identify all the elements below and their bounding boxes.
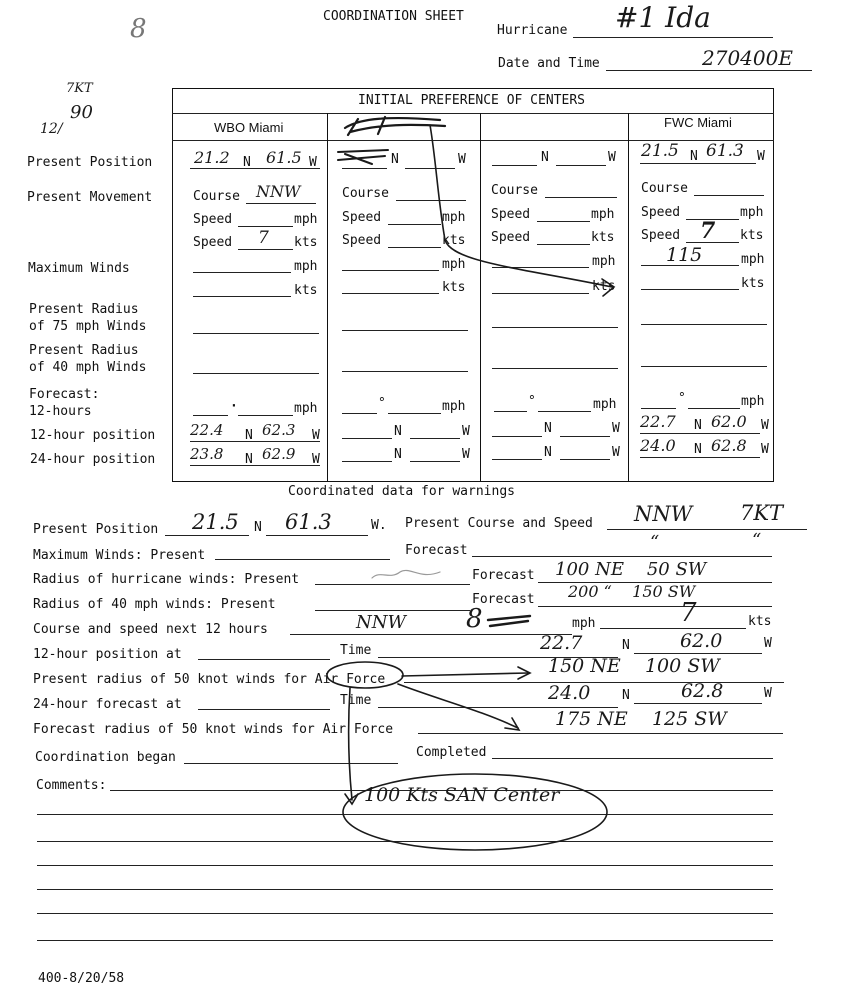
row-radius40-a: Present Radius	[29, 343, 139, 358]
datetime-value: 270400E	[702, 46, 793, 70]
n-label: N	[394, 424, 402, 439]
forecast-label: Forecast	[472, 568, 535, 583]
deg-label: °	[528, 394, 536, 409]
speed-label: Speed	[491, 230, 531, 245]
n-label: N	[394, 447, 402, 462]
kts-label: kts	[294, 283, 318, 298]
kts-label: kts	[748, 614, 772, 629]
kts-label: kts	[740, 228, 764, 243]
coord-forecast24-label: 24-hour forecast at	[33, 697, 182, 712]
wbo-pos12-lon: 62.3	[262, 421, 296, 439]
n-label: N	[690, 149, 698, 164]
col-fwc-miami: FWC Miami	[664, 115, 732, 130]
coord-max-winds-label: Maximum Winds: Present	[33, 548, 206, 563]
coord-course-speed-label: Present Course and Speed	[405, 516, 593, 531]
row-pos12: 12-hour position	[30, 428, 156, 443]
speed-label: Speed	[491, 207, 531, 222]
coord-radius50-present-value: 150 NE 100 SW	[548, 655, 720, 677]
coord-radius-hurricane-label: Radius of hurricane winds: Present	[33, 572, 300, 587]
n-label: N	[622, 638, 630, 653]
n-label: N	[541, 150, 549, 165]
coord-present-lat: 21.5	[192, 510, 239, 534]
w-label: W	[757, 149, 765, 164]
fwc-speed-kts: 7	[700, 218, 716, 244]
w-label: W	[764, 636, 772, 651]
wbo-pos24-lat: 23.8	[190, 445, 224, 463]
fwc-max-mph: 115	[666, 244, 703, 266]
row-pos24: 24-hour position	[30, 452, 156, 467]
mph-label: mph	[294, 212, 318, 227]
w-label: W	[462, 447, 470, 462]
row-forecast-b: 12-hours	[29, 404, 92, 419]
mph-label: mph	[593, 397, 617, 412]
completed-label: Completed	[416, 745, 487, 760]
coord-next12-speed: 8	[466, 604, 483, 634]
forecast-label: Forecast	[472, 592, 535, 607]
kts-label: kts	[741, 276, 765, 291]
w-label: W	[462, 424, 470, 439]
kts-label: kts	[442, 233, 466, 248]
coord-radius50-present-label: Present radius of 50 knot winds for Air Force	[33, 672, 386, 687]
n-label: N	[243, 155, 251, 170]
coord-forecast-label: Forecast	[405, 543, 468, 558]
corner-mark: 8	[130, 14, 147, 44]
wbo-speed-kts: 7	[258, 228, 269, 248]
coord-next12-course: NNW	[356, 612, 407, 633]
mph-label: mph	[442, 399, 466, 414]
course-label: Course	[193, 189, 240, 204]
row-radius75-a: Present Radius	[29, 302, 139, 317]
mph-label: mph	[741, 252, 765, 267]
speed-label: Speed	[641, 228, 681, 243]
margin-note-kt: 7KT	[66, 81, 93, 96]
fwc-pos24-lat: 24.0	[640, 436, 676, 455]
w-label: W	[761, 418, 769, 433]
mph-label: mph	[294, 401, 318, 416]
coord-began-label: Coordination began	[35, 750, 176, 765]
fwc-pos12-lat: 22.7	[640, 412, 676, 431]
w-label: W	[458, 152, 466, 167]
col-wbo-miami: WBO Miami	[214, 120, 284, 135]
n-label: N	[391, 152, 399, 167]
w-label: W	[612, 445, 620, 460]
n-label: N	[544, 445, 552, 460]
wbo-pos-lat: 21.2	[194, 148, 230, 167]
form-title: COORDINATION SHEET	[323, 9, 464, 24]
w-label: W	[764, 686, 772, 701]
n-label: N	[694, 418, 702, 433]
speed-label: Speed	[193, 212, 233, 227]
row-radius75-b: of 75 mph Winds	[29, 319, 147, 334]
kts-label: kts	[591, 230, 615, 245]
table-title: INITIAL PREFERENCE OF CENTERS	[358, 93, 585, 108]
fwc-pos-lat: 21.5	[641, 141, 679, 161]
coord-pos12-label: 12-hour position at	[33, 647, 182, 662]
speed-label: Speed	[641, 205, 681, 220]
course-label: Course	[342, 186, 389, 201]
kts-label: kts	[294, 235, 318, 250]
comment-note: 100 Kts SAN Center	[364, 784, 560, 806]
mph-label: mph	[294, 259, 318, 274]
kts-label: kts	[592, 279, 616, 294]
fwc-pos-lon: 61.3	[706, 141, 744, 161]
coord-pos12-lon: 62.0	[680, 630, 723, 652]
kts-label: kts	[442, 280, 466, 295]
w-label: W	[761, 442, 769, 457]
speed-label: Speed	[342, 210, 382, 225]
coord-pos24-lon: 62.8	[681, 680, 724, 702]
mph-label: mph	[741, 394, 765, 409]
mph-label: mph	[442, 210, 466, 225]
coord-course-value: NNW	[634, 502, 693, 526]
mph-label: mph	[592, 254, 616, 269]
w-label: W	[608, 150, 616, 165]
coord-present-lon: 61.3	[285, 510, 332, 534]
coord-present-position-label: Present Position	[33, 522, 159, 537]
coordinated-title: Coordinated data for warnings	[288, 484, 515, 499]
deg-label: °	[678, 391, 686, 406]
wbo-course: NNW	[256, 182, 301, 201]
coord-radius50-forecast-label: Forecast radius of 50 knot winds for Air Force	[33, 722, 394, 737]
form-number: 400-8/20/58	[38, 971, 125, 986]
mph-label: mph	[591, 207, 615, 222]
coord-next12-label: Course and speed next 12 hours	[33, 622, 268, 637]
coord-pos12-lat: 22.7	[540, 632, 583, 654]
ditto-1: “	[650, 532, 660, 553]
n-label: N	[694, 442, 702, 457]
n-label: N	[254, 520, 262, 535]
w-label: W	[309, 155, 317, 170]
hurricane-label: Hurricane	[497, 23, 568, 38]
time-label: Time	[340, 693, 372, 708]
course-label: Course	[491, 183, 538, 198]
w-label: W	[612, 421, 620, 436]
mph-label: mph	[572, 616, 596, 631]
n-label: N	[622, 688, 630, 703]
margin-note-90: 90	[70, 102, 93, 123]
coord-speed-value: 7KT	[740, 501, 784, 525]
coord-radius-40-value: 200 “ 150 SW	[568, 582, 696, 601]
hurricane-value: #1 Ida	[615, 1, 711, 34]
speed-label: Speed	[342, 233, 382, 248]
ditto-2: “	[752, 530, 762, 551]
wbo-pos-lon: 61.5	[266, 148, 302, 167]
row-forecast-a: Forecast:	[29, 387, 100, 402]
comments-label: Comments:	[36, 778, 107, 793]
row-maximum-winds: Maximum Winds	[28, 261, 130, 276]
fwc-pos24-lon: 62.8	[711, 436, 747, 455]
mph-label: mph	[442, 257, 466, 272]
w-label: W.	[371, 518, 387, 533]
time-label: Time	[340, 643, 372, 658]
wbo-pos12-lat: 22.4	[190, 421, 224, 439]
row-present-position: Present Position	[27, 155, 153, 170]
coord-pos24-lat: 24.0	[548, 682, 591, 704]
n-label: N	[245, 428, 253, 443]
course-label: Course	[641, 181, 688, 196]
row-radius40-b: of 40 mph Winds	[29, 360, 147, 375]
n-label: N	[245, 452, 253, 467]
wbo-pos24-lon: 62.9	[262, 445, 296, 463]
n-label: N	[544, 421, 552, 436]
coord-radius-40-label: Radius of 40 mph winds: Present	[33, 597, 276, 612]
w-label: W	[312, 428, 320, 443]
w-label: W	[312, 452, 320, 467]
speed-label: Speed	[193, 235, 233, 250]
fwc-pos12-lon: 62.0	[711, 412, 747, 431]
margin-note-12: 12/	[40, 121, 63, 137]
coord-radius-hurricane-value: 100 NE 50 SW	[555, 559, 707, 580]
datetime-label: Date and Time	[498, 56, 600, 71]
row-present-movement: Present Movement	[27, 190, 153, 205]
mph-label: mph	[740, 205, 764, 220]
deg-label: °	[378, 396, 386, 411]
coord-next12-kts: 7	[680, 598, 697, 628]
coord-radius50-forecast-value: 175 NE 125 SW	[555, 708, 727, 730]
